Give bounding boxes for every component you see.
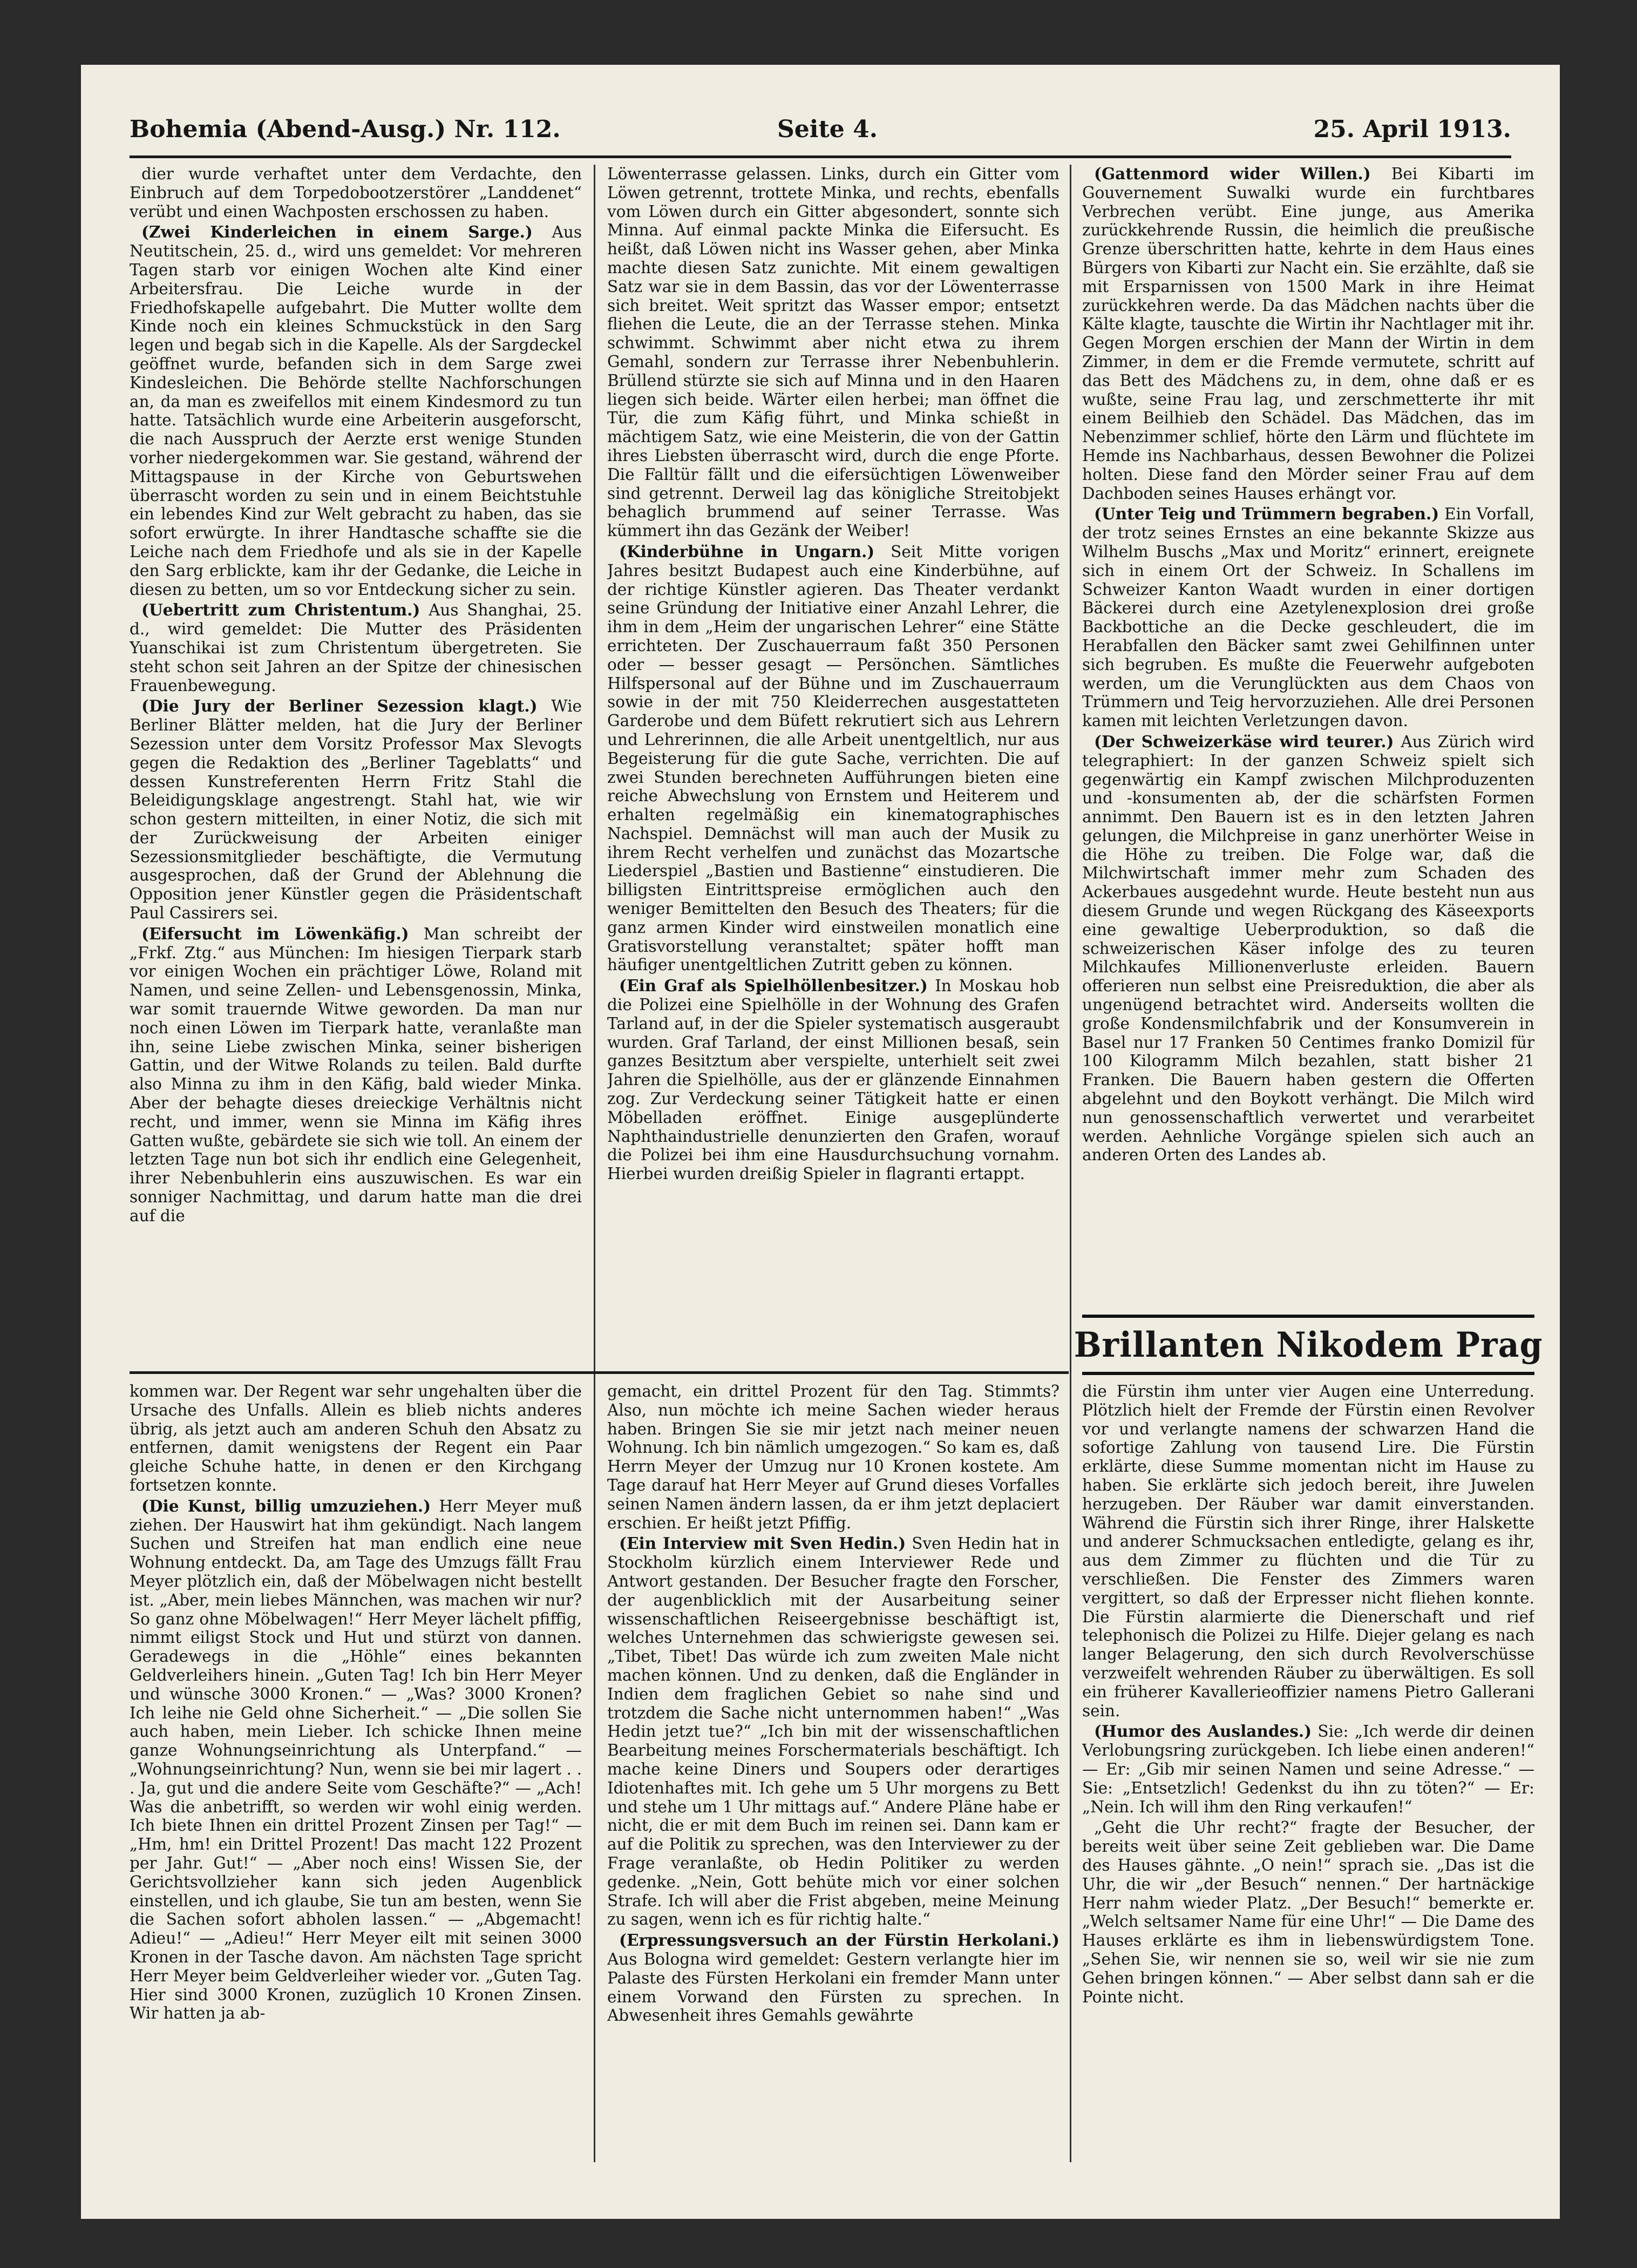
masthead-date: 25. April 1913.: [1313, 116, 1511, 143]
article-text: Aus Shanghai, 25. d., wird gemeldet: Die Mutter des Präsidenten Yuanschikai ist zum Christentum übergetreten. Sie steht schon seit Jahren an der Spitze der chinesischen Frauenbewegung.: [130, 601, 582, 695]
article-paragraph: [1082, 165, 1534, 503]
article-headline: (Gattenmord wider Willen.): [1094, 165, 1371, 183]
article-headline: (Uebertritt zum Christentum.): [141, 600, 420, 620]
article-paragraph: [1082, 505, 1534, 730]
article-text: Sven Hedin hat in Stockholm kürzlich einem Interviewer Rede und Antwort gestanden. Der Besucher fragte den Forscher, der augenblicklich mit der Ausarbeitung seiner wissenschaftlichen Reiseergebnisse beschäftigt ist, welches Unternehmen das schwierigste gewesen sei. „Tibet, Tibet! Das würde ich zum zweiten Male nicht machen können. Und zu denken, daß die Engländer in Indien dem fraglichen Gebiet so nahe sind und trotzdem die Sache nicht unternommen haben!“ „Was Hedin jetzt tue?“ „Ich bin mit der wissenschaftlichen Bearbeitung meines Forschermaterials beschäftigt. Ich mache keine Diners und Soupers oder derartiges Idiotenhaftes mit. Ich gehe um 5 Uhr morgens zu Bett und stehe um 1 Uhr mittags auf.“ Andere Pläne habe er nicht, die er mit dem Buch im reinen sei. Dann kam er auf die Politik zu sprechen, was den Interviewer zu der Frage veranlaßte, ob Hedin Politiker zu werden gedenke. „Nein, Gott behüte mich vor einer solchen Strafe. Ich will aber die Frist abgeben, meine Meinung zu sagen, wenn ich es für richtig halte.“: [607, 1534, 1059, 1929]
article-paragraph: [607, 1931, 1059, 2025]
article-headline: (Humor des Auslandes.): [1094, 1722, 1312, 1741]
article-paragraph: [130, 1497, 582, 2023]
article-text: Löwenterrasse gelassen. Links, durch ein Gitter vom Löwen getrennt, trottete Minka, und rechts, ebenfalls vom Löwen durch ein Gitter abgesondert, sonnte sich Minna. Auf einmal packte Minka die Eifersucht. Es heißt, daß Löwen nicht ins Wasser gehen, aber Minka machte diesen Satz zunichte. Mit einem gewaltigen Satz war sie in dem Bassin, das vor der Löwenterrasse sich breitet. Weit spritzt das Wasser empor; entsetzt fliehen die Leute, die an der Terrasse stehen. Minka schwimmt. Schwimmt aber nicht etwa zu ihrem Gemahl, sondern zur Terrasse ihrer Nebenbuhlerin. Brüllend stürzte sie sich auf Minna und in den Haaren liegen sich beide. Wärter eilen herbei; man öffnet die Tür, die zum Käfig führt, und Minka schießt in mächtigem Satz, wie eine Meisterin, die von der Gattin ihres Liebsten überrascht wird, durch die enge Pforte. Die Falltür fällt und die eifersüchtigen Löwenweiber sind getrennt. Derweil lag das königliche Streitobjekt behaglich brummend auf seiner Terrasse. Was kümmert ihn das Gezänk der Weiber!: [607, 165, 1059, 540]
advertisement-banner: [1074, 1315, 1543, 1375]
masthead: [130, 112, 1511, 158]
article-headline: (Der Schweizerkäse wird teurer.): [1094, 732, 1394, 751]
top-column-3: [1082, 165, 1534, 1306]
article-paragraph: [607, 1534, 1059, 1929]
article-paragraph: [1082, 1382, 1534, 1720]
article-text: Aus Bologna wird gemeldet: Gestern verlangte hier im Palaste des Fürsten Herkolani ein fremder Mann unter einem Vorwand den Fürsten zu sprechen. In Abwesenheit ihres Gemahls gewährte: [607, 1949, 1059, 2025]
article-text: gemacht, ein drittel Prozent für den Tag. Stimmts? Also, nun möchte ich meine Sachen wieder heraus haben. Bringen Sie sie mir jetzt nach meiner neuen Wohnung. Ich bin nämlich umgezogen.“ So kam es, daß Herrn Meyer der Umzug nur 10 Kronen kostete. Am Tage darauf hat Herr Meyer auf Grund dieses Vorfalles seinen Namen ändern lassen, da er ihm jetzt deplaciert erschien. Er heißt jetzt Pfiffig.: [607, 1382, 1059, 1532]
article-text: Bei Kibarti im Gouvernement Suwalki wurde ein furchtbares Verbrechen verübt. Eine junge, aus Amerika zurückkehrende Russin, die heimlich die preußische Grenze überschritten hatte, kehrte in dem Haus eines Bürgers von Kibarti zur Nacht ein. Sie erzählte, daß sie mit Ersparnissen von 1500 Mark in ihre Heimat zurückkehren werde. Da das Mädchen nachts über die Kälte klagte, tauschte die Wirtin ihr Nachtlager mit ihr. Gegen Morgen erschien der Mann der Wirtin in dem Zimmer, in dem er die Fremde vermutete, schritt auf das Bett des Mädchens zu, in dem, ohne daß er es wußte, seine Frau lag, und zerschmetterte ihr mit einem Beilhieb den Schädel. Das Mädchen, das im Nebenzimmer schlief, hörte den Lärm und flüchtete im Hemde ins Nachbarhaus, dessen Bewohner die Polizei holten. Diese fand den Mörder seiner Frau auf dem Dachboden seines Hauses erhängt vor.: [1082, 165, 1534, 503]
article-paragraph: [130, 223, 582, 599]
article-paragraph: [130, 1382, 582, 1495]
article-text: die Fürstin ihm unter vier Augen eine Unterredung. Plötzlich hielt der Fremde der Fürstin einen Revolver vor und verlangte namens der schwarzen Hand die sofortige Zahlung von tausend Lire. Die Fürstin erklärte, diese Summe momentan nicht im Hause zu haben. Sie erklärte sich jedoch bereit, ihre Juwelen herzugeben. Der Räuber war damit einverstanden. Während die Fürstin sich ihrer Ringe, ihrer Halskette und anderer Schmucksachen entledigte, gelang es ihr, aus dem Zimmer zu flüchten und die Tür zu verschließen. Die Fenster des Zimmers waren vergittert, so daß der Erpresser nicht fliehen konnte. Die Fürstin alarmierte die Dienerschaft und rief telephonisch die Polizei zu Hilfe. Diejer gelang es nach langer Belagerung, den sich durch Revolverschüsse verzweifelt wehrenden Räuber zu überwältigen. Es soll ein früherer Kavallerieoffizier namens Pietro Gallerani sein.: [1082, 1382, 1534, 1720]
newspaper-page: [81, 65, 1560, 2219]
masthead-title: Bohemia (Abend-Ausg.) Nr. 112.: [130, 116, 561, 143]
bottom-column-2: [607, 1382, 1059, 2170]
article-text: Herr Meyer muß ziehen. Der Hauswirt hat ihm gekündigt. Nach langem Suchen und Streifen hat man endlich eine neue Wohnung entdeckt. Da, am Tage des Umzugs fällt Frau Meyer plötzlich ein, daß der Möbelwagen nicht bestellt ist. „Aber, mein liebes Männchen, was machen wir nur? So ganz ohne Möbelwagen!“ Herr Meyer lächelt pfiffig, nimmt eiligst Stock und Hut und stürzt von dannen. Geradewegs in die „Höhle“ eines bekannten Geldverleihers hinein. „Guten Tag! Ich bin Herr Meyer und wünsche 3000 Kronen.“ — „Was? 3000 Kronen? Ich leihe nie Geld ohne Sicherheit.“ — „Die sollen Sie auch haben, mein Lieber. Ich schicke Ihnen meine ganze Wohnungseinrichtung als Unterpfand.“ — „Wohnungseinrichtung? Nun, wenn sie bei mir lagert . . . Ja, gut und die andere Seite vom Geschäfte?“ — „Ach! Was die anbetrifft, so werden wir wohl einig werden. Ich biete Ihnen ein drittel Prozent Zinsen per Tag!“ — „Hm, hm! ein Drittel Prozent! Das macht 122 Prozent per Jahr. Gut!“ — „Aber noch eins! Wissen Sie, der Gerichtsvollzieher kann sich jeden Augenblick einstellen, und ich glaube, Sie tun am besten, wenn Sie die Sachen sofort abholen lassen.“ — „Abgemacht! Adieu!“ — „Adieu!“ Herr Meyer eilt mit seinen 3000 Kronen in der Tasche davon. Am nächsten Tage spricht Herr Meyer beim Geldverleiher wieder vor. „Guten Tag. Hier sind 3000 Kronen, zuzüglich 10 Kronen Zinsen. Wir hatten ja ab-: [130, 1497, 582, 2023]
article-headline: (Unter Teig und Trümmern begraben.): [1094, 504, 1439, 524]
article-text: Seit Mitte vorigen Jahres besitzt Budapest auch eine Kinderbühne, auf der richtige Künstler agieren. Das Theater verdankt seine Gründung der Initiative einer Anzahl Lehrer, die ihm in dem „Heim der ungarischen Lehrer“ eine Stätte errichteten. Der Zuschauerraum faßt 350 Personen oder — besser gesagt — Persönchen. Sämtliches Hilfspersonal auf der Bühne und im Zuschauerraum sowie in der mit 750 Kleiderrechen ausgestatteten Garderobe und dem Büfett rekrutiert sich aus Lehrern und Lehrerinnen, die alle Arbeit unentgeltlich, nur aus Begeisterung für die gute Sache, verrichten. Die auf zwei Stunden berechneten Aufführungen bieten eine reiche Abwechslung von Ernstem und Heiterem und erhalten regelmäßig ein kinematographisches Nachspiel. Demnächst will man auch der Musik zu ihrem Recht verhelfen und zunächst das Mozartsche Liederspiel „Bastien und Bastienne“ einstudieren. Die billigsten Eintrittspreise ermöglichen auch den weniger Bemittelten den Besuch des Theaters; für die ganz armen Kinder wird einstweilen monatlich eine Gratisvorstellung veranstaltet; später hofft man häufiger unentgeltlichen Zutritt geben zu können.: [607, 542, 1059, 974]
article-paragraph: [607, 543, 1059, 974]
article-paragraph: [130, 165, 582, 221]
article-text: Man schreibt der „Frkf. Ztg.“ aus München: Im hiesigen Tierpark starb vor einigen Wochen ein prächtiger Löwe, Roland mit Namen, und seine Zellen- und Lebensgenossin, Minka, war somit trauernde Witwe geworden. Da man nur noch einen Löwen im Tierpark hatte, veranlaßte man ihn, seine Liebe zwischen Minka, seiner bisherigen Gattin, und der Witwe Rolands zu teilen. Bald durfte also Minna zu ihm in den Käfig, bald wieder Minka. Aber der behagte dieses dreieckige Verhältnis nicht recht, und immer, wenn sie Minna im Käfig ihres Gatten wußte, gebärdete sie sich wie toll. An einem der letzten Tage nun bot sich ihr endlich eine Gelegenheit, ihrer Nebenbuhlerin eins auszuwischen. Es war ein sonniger Nachmittag, und darum hatte man die drei auf die: [130, 924, 582, 1225]
article-paragraph: [1082, 1722, 1534, 1816]
article-text: Aus Neutitschein, 25. d., wird uns gemeldet: Vor mehreren Tagen starb vor einigen Wochen alte Kind einer Arbeitersfrau. Die Leiche wurde in der Friedhofskapelle aufgebahrt. Die Mutter wollte dem Kinde noch ein kleines Schmuckstück in den Sarg legen und begab sich in die Kapelle. Als der Sargdeckel geöffnet wurde, befanden sich in dem Sarge zwei Kindesleichen. Die Behörde stellte Nachforschungen an, da man es zweifellos mit einem Kindesmord zu tun hatte. Tatsächlich wurde eine Arbeiterin ausgeforscht, die nach Ausspruch der Aerzte erst wenige Stunden vorher niedergekommen war. Sie gestand, während der Mittagspause in der Kirche von Geburtswehen überrascht worden zu sein und in einem Beichtstuhle ein lebendes Kind zur Welt gebracht zu haben, das sie sofort erwürgte. In ihrer Handtasche schaffte sie die Leiche nach dem Friedhofe und als sie in der Kapelle den Sarg erblickte, kam ihr der Gedanke, die Leiche in diesen zu betten, um so vor Entdeckung sicher zu sein.: [130, 223, 582, 599]
article-headline: (Die Kunst, billig umzuziehen.): [141, 1496, 431, 1515]
column-rule-left: [594, 165, 595, 2162]
article-paragraph: [1082, 1818, 1534, 2006]
article-paragraph: [607, 977, 1059, 1183]
article-headline: (Zwei Kinderleichen in einem Sarge.): [141, 222, 533, 242]
article-paragraph: [607, 165, 1059, 540]
article-text: Ein Vorfall, der trotz seines Ernstes an eine bekannte Skizze aus Wilhelm Buschs „Max und Moritz“ erinnert, ereignete sich in einem Ort der Schweiz. In Schallens im Schweizer Kanton Waadt wurden in einer dortigen Bäckerei durch eine Azetylenexplosion drei große Backbottiche an die Decke geschleudert, die im Herabfallen den Bäcker samt zwei Gehilfinnen unter sich begruben. Es mußte die Feuerwehr aufgeboten werden, um die Verunglückten aus dem Chaos von Trümmern und Teig hervorzuziehen. Alle drei Personen kamen mit leichten Verletzungen davon.: [1082, 505, 1534, 730]
article-paragraph: [130, 697, 582, 923]
advertisement-text: Brillanten Nikodem Prag: [1074, 1324, 1543, 1365]
article-text: Wie Berliner Blätter melden, hat die Jury der Berliner Sezession unter dem Vorsitz Professor Max Slevogts gegen die Redaktion des „Berliner Tageblatts“ und dessen Kunstreferenten Herrn Fritz Stahl die Beleidigungsklage angestrengt. Stahl hat, wie wir schon gestern mitteilten, in einer Notiz, die sich mit der Zurückweisung der Arbeiten einiger Sezessionsmitglieder beschäftigte, die Vermutung ausgesprochen, daß der Grund der Ablehnung die Opposition jener Künstler gegen die Präsidentschaft Paul Cassirers sei.: [130, 697, 582, 923]
article-paragraph: [607, 1382, 1059, 1532]
article-paragraph: [130, 601, 582, 695]
article-headline: (Eifersucht im Löwenkäfig.): [141, 924, 409, 943]
article-headline: (Ein Interview mit Sven Hedin.): [619, 1534, 906, 1553]
bottom-column-3: [1082, 1382, 1534, 2170]
article-text: In Moskau hob die Polizei eine Spielhölle in der Wohnung des Grafen Tarland auf, in der die Spieler systematisch ausgeraubt wurden. Graf Tarland, der einst Millionen besaß, sein ganzes Besitztum aber verspielte, unterhielt seit zwei Jahren die Spielhölle, aus der er glänzende Einnahmen zog. Zur Verdeckung seiner Tätigkeit hatte er einen Möbelladen eröffnet. Einige ausgeplünderte Naphthaindustrielle denunzierten den Grafen, worauf die Polizei bei ihm eine Hausdurchsuchung vornahm. Hierbei wurden dreißig Spieler in flagranti ertappt.: [607, 977, 1059, 1183]
article-text: Sie: „Ich werde dir deinen Verlobungsring zurückgeben. Ich liebe einen anderen!“ — Er: „Gib mir seinen Namen und seine Adresse.“ — Sie: „Entsetzlich! Gedenkst du ihn zu töten?“ — Er: „Nein. Ich will ihm den Ring verkaufen!“: [1082, 1722, 1534, 1816]
article-paragraph: [1082, 733, 1534, 1165]
top-column-2: [607, 165, 1059, 1363]
section-divider: [130, 1371, 1069, 1374]
article-headline: (Die Jury der Berliner Sezession klagt.): [141, 696, 538, 716]
top-column-1: [130, 165, 582, 1363]
article-headline: (Ein Graf als Spielhöllenbesitzer.): [619, 976, 928, 996]
bottom-column-1: [130, 1382, 582, 2170]
article-headline: (Kinderbühne in Ungarn.): [619, 541, 875, 561]
article-text: kommen war. Der Regent war sehr ungehalten über die Ursache des Unfalls. Allein es blieb nichts anderes übrig, als jetzt auch am anderen Schuh den Absatz zu entfernen, damit wenigstens der Regent ein Paar gleiche Schuhe hatte, in denen er den Kirchgang fortsetzen konnte.: [130, 1382, 582, 1494]
article-text: „Geht die Uhr recht?“ fragte der Besucher, der bereits weit über seine Zeit geblieben war. Die Dame des Hauses gähnte. „O nein!“ sprach sie. „Das ist die Uhr, die wir „der Besuch“ nennen.“ Der hartnäckige Herr nahm wieder Platz. „Der Besuch!“ bemerkte er. „Welch seltsamer Name für eine Uhr!“ — Die Dame des Hauses erklärte es ihm in liebenswürdigstem Tone. „Sehen Sie, wir nennen sie so, weil wir sie nie zum Gehen bringen können.“ — Aber selbst dann sah er die Pointe nicht.: [1082, 1818, 1534, 2006]
masthead-page-number: Seite 4.: [777, 116, 878, 143]
article-text: Aus Zürich wird telegraphiert: In der ganzen Schweiz spielt sich gegenwärtig ein Kampf zwischen Milchproduzenten und -konsumenten ab, der die schärfsten Formen annimmt. Den Bauern ist es in den letzten Jahren gelungen, die Milchpreise in ganz unerhörter Weise in die Höhe zu treiben. Die Folge war, daß die Milchwirtschaft immer mehr zum Schaden des Ackerbaues ausgedehnt wurde. Heute besteht nun aus diesem Grunde und wegen Rückgang des Käseexports eine gewaltige Ueberproduktion, so daß die schweizerischen Käser infolge des zu teuren Milchkaufes Millionenverluste erleiden. Bauern offerieren nun selbst eine Preisreduktion, die aber als ungenügend betrachtet wird. Anderseits wollten die große Kondensmilchfabrik und der Konsumverein in Basel nur 17 Franken 50 Centimes franko Domizil für 100 Kilogramm Milch bezahlen, statt bisher 21 Franken. Die Bauern haben gestern die Offerten abgelehnt und den Boykott verhängt. Die Milch wird nun genossenschaftlich verwertet und verarbeitet werden. Aehnliche Vorgänge spielen sich auch an anderen Orten des Landes ab.: [1082, 732, 1534, 1165]
column-rule-right: [1070, 165, 1071, 2162]
article-text: dier wurde verhaftet unter dem Verdachte, den Einbruch auf dem Torpedobootzerstörer „Landdenet“ verübt und einen Wachposten erschossen zu haben.: [130, 165, 582, 221]
article-headline: (Erpressungsversuch an der Fürstin Herkolani.): [619, 1931, 1059, 1950]
article-paragraph: [130, 925, 582, 1226]
